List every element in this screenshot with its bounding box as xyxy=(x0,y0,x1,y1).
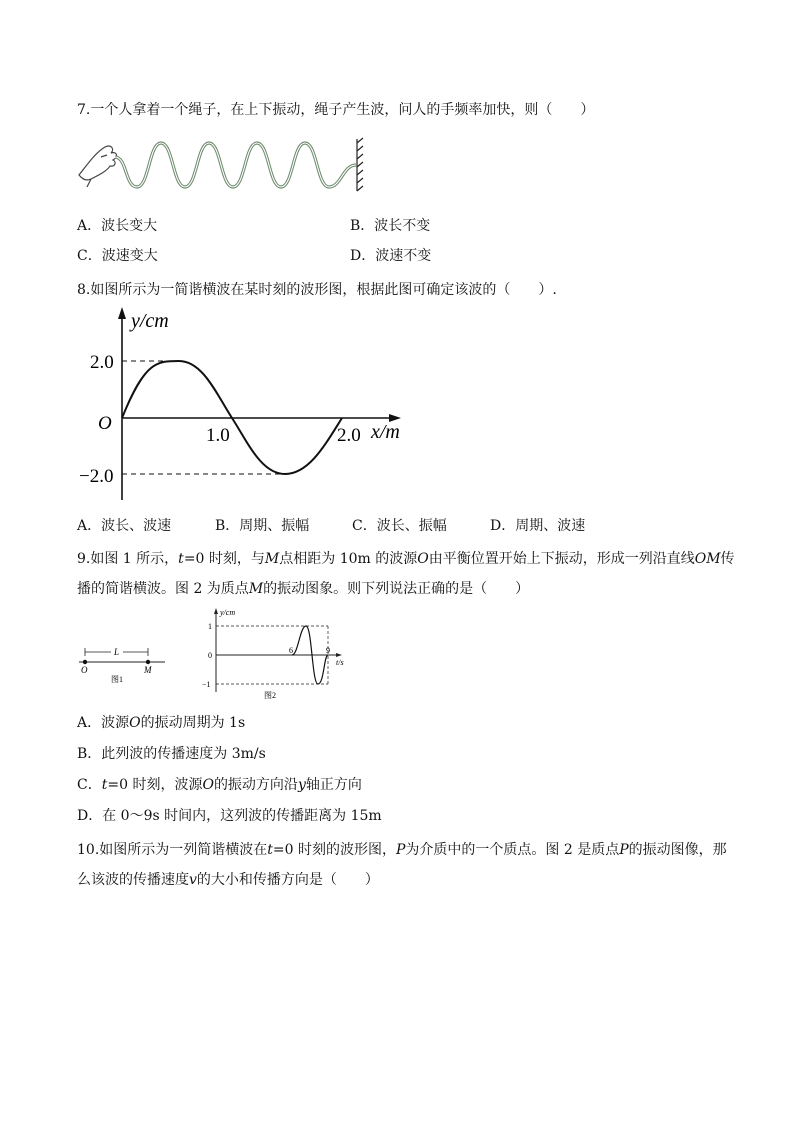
svg-text:M: M xyxy=(144,665,152,675)
q8-x-tick-1: 1.0 xyxy=(206,425,230,446)
svg-text:t/s: t/s xyxy=(336,658,344,667)
q9-stem-line2: 播的简谐横波。图 2 为质点M的振动图象。则下列说法正确的是（ ） xyxy=(77,581,530,597)
svg-text:6: 6 xyxy=(289,646,293,655)
q9-figure-1 xyxy=(77,640,177,690)
q8-option-d[interactable]: D．周期、波速 xyxy=(490,518,586,534)
q10-stem-line2: 么该波的传播速度v的大小和传播方向是（ ） xyxy=(77,872,379,888)
q8-y-min-label: −2.0 xyxy=(79,466,114,487)
q9-option-a[interactable]: A．波源O的振动周期为 1s xyxy=(77,715,246,731)
q8-y-max-label: 2.0 xyxy=(90,352,114,373)
q7-option-d[interactable]: D．波速不变 xyxy=(350,248,432,264)
q9-option-d[interactable]: D．在 0～9s 时间内，这列波的传播距离为 15m xyxy=(77,808,382,824)
q8-stem: 8.如图所示为一简谐横波在某时刻的波形图，根据此图可确定该波的（ ）. xyxy=(77,282,557,298)
q7-stem: 7.一个人拿着一个绳子，在上下振动，绳子产生波，问人的手频率加快，则（ ） xyxy=(77,102,595,118)
q8-origin-label: O xyxy=(98,413,112,434)
q8-option-b[interactable]: B．周期、振幅 xyxy=(215,518,310,534)
q9-stem-line1: 9.如图 1 所示，t=0 时刻，与M点相距为 10m 的波源O由平衡位置开始上下振动，形成一列沿直线OM传 xyxy=(77,551,735,567)
q8-x-axis-label: x/m xyxy=(371,421,400,443)
rope-wave xyxy=(115,143,356,187)
wall-icon xyxy=(357,138,363,191)
q8-wave-graph xyxy=(75,305,415,505)
svg-text:图2: 图2 xyxy=(264,691,276,700)
svg-text:y/cm: y/cm xyxy=(220,608,236,617)
q9-figure-2 xyxy=(200,606,360,701)
q9-option-c[interactable]: C．t=0 时刻，波源O的振动方向沿y轴正方向 xyxy=(77,777,362,793)
svg-text:0: 0 xyxy=(208,651,212,660)
q8-option-a[interactable]: A．波长、波速 xyxy=(77,518,172,534)
rope-wave-figure xyxy=(77,135,377,195)
svg-text:9: 9 xyxy=(326,646,330,655)
svg-text:−1: −1 xyxy=(202,680,211,689)
q7-option-a[interactable]: A．波长变大 xyxy=(77,218,158,234)
svg-text:图1: 图1 xyxy=(111,675,123,684)
q8-option-c[interactable]: C．波长、振幅 xyxy=(352,518,447,534)
q7-option-c[interactable]: C．波速变大 xyxy=(77,248,158,264)
q7-option-b[interactable]: B．波长不变 xyxy=(350,218,431,234)
q8-x-tick-2: 2.0 xyxy=(337,425,361,446)
svg-text:L: L xyxy=(114,647,120,657)
svg-text:1: 1 xyxy=(208,622,212,631)
q8-y-axis-label: y/cm xyxy=(131,310,169,332)
hand-icon xyxy=(79,146,117,187)
q10-stem-line1: 10.如图所示为一列简谐横波在t=0 时刻的波形图，P为介质中的一个质点。图 2 是质点P的振动图像，那 xyxy=(77,842,727,858)
svg-text:O: O xyxy=(81,665,88,675)
q9-option-b[interactable]: B．此列波的传播速度为 3m/s xyxy=(77,746,266,762)
